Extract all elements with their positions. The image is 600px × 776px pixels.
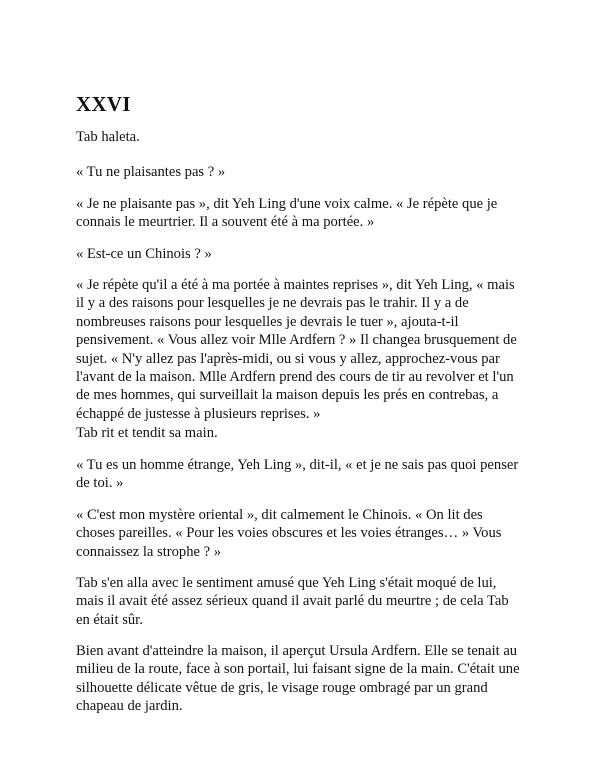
document-page	[76, 0, 526, 776]
paragraph: « Je répète qu'il a été à ma portée à maintes reprises », dit Yeh Ling, « mais il y a des raisons pour lesquelles je ne devrais pas le trahir. Il y a de nombreuses raisons pour lesquelles je devrais le tuer », ajouta-t-il pensivement. « Vous allez voir Mlle Ardfern ? » Il changea brusquement de sujet. « N'y allez pas l'après-midi, ou si vous y allez, approchez-vous par l'avant de la maison. Mlle Ardfern prend des cours de tir au revolver et l'un de mes hommes, qui surveillait la maison depuis les prés en contrebas, a échappé de justesse à plusieurs reprises. »	[76, 277, 517, 422]
paragraph: Tab haleta.	[76, 129, 140, 145]
paragraph: « Tu es un homme étrange, Yeh Ling », dit-il, « et je ne sais pas quoi penser de toi. »	[76, 457, 519, 492]
paragraph: « C'est mon mystère oriental », dit calmement le Chinois. « On lit des choses pareilles. « Pour les voies obscures et les voies étranges… » Vous connaissez la strophe ? »	[76, 507, 502, 560]
paragraph: Bien avant d'atteindre la maison, il aperçut Ursula Ardfern. Elle se tenait au milieu de la route, face à son portail, lui faisant signe de la main. C'était une silhouette délicate vêtue de gris, le visage rouge ombragé par un grand chapeau de jardin.	[76, 643, 520, 715]
paragraph: « Tu ne plaisantes pas ? »	[76, 164, 226, 180]
paragraph: « Je ne plaisante pas », dit Yeh Ling d'une voix calme. « Je répète que je connais le meurtrier. Il a souvent été à ma portée. »	[76, 196, 498, 231]
paragraph: Tab rit et tendit sa main.	[76, 425, 218, 441]
chapter-title: XXVI	[76, 92, 131, 116]
paragraph: « Est-ce un Chinois ? »	[76, 246, 212, 262]
paragraph: Tab s'en alla avec le sentiment amusé que Yeh Ling s'était moqué de lui, mais il avait été assez sérieux quand il avait parlé du meurtre ; de cela Tab en était sûr.	[76, 575, 509, 628]
